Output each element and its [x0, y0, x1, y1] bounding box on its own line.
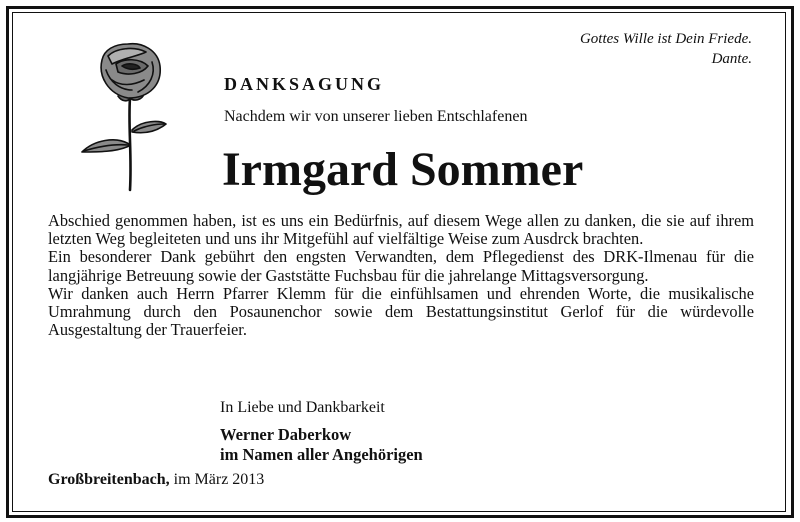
- intro-line: Nachdem wir von unserer lieben Entschlafenen: [224, 108, 528, 125]
- paragraph-2: Ein besonderer Dank gebührt den engsten Verwandten, dem Pflegedienst des DRK-Ilmenau für die langjährige Betreuung sowie der Gaststätte Fuchsbau für die jahrelange Mittagsversorgung.: [48, 247, 754, 285]
- signer-name: Werner Daberkow: [220, 425, 352, 444]
- epigraph-quote: [580, 29, 752, 69]
- place-date: [48, 471, 264, 489]
- quote-author: Dante.: [711, 51, 752, 67]
- signers: [220, 425, 423, 465]
- heading: DANKSAGUNG: [224, 74, 385, 94]
- body-text: [48, 212, 754, 339]
- quote-text: Gottes Wille ist Dein Friede.: [579, 31, 752, 47]
- signer-note: im Namen aller Angehörigen: [220, 445, 423, 464]
- rose-icon: [72, 36, 182, 194]
- place-town: Großbreitenbach,: [48, 471, 170, 488]
- closing-line: In Liebe und Dankbarkeit: [220, 399, 385, 416]
- paragraph-3: Wir danken auch Herrn Pfarrer Klemm für die einfühlsamen und ehrenden Worte, die musikalische Umrahmung durch den Posaunenchor sowie dem Bestattungsinstitut Gerlof für die würdevolle Ausgestaltung der Trauerfeier.: [48, 283, 754, 340]
- deceased-name: Irmgard Sommer: [222, 143, 584, 196]
- paragraph-1: Abschied genommen haben, ist es uns ein Bedürfnis, auf diesem Wege allen zu danken, die sie auf ihrem letzten Weg begleiteten und uns ihr Mitgefühl auf vielfältige Weise zum Ausdrck brachten.: [48, 211, 754, 249]
- date-text: im März 2013: [173, 471, 265, 488]
